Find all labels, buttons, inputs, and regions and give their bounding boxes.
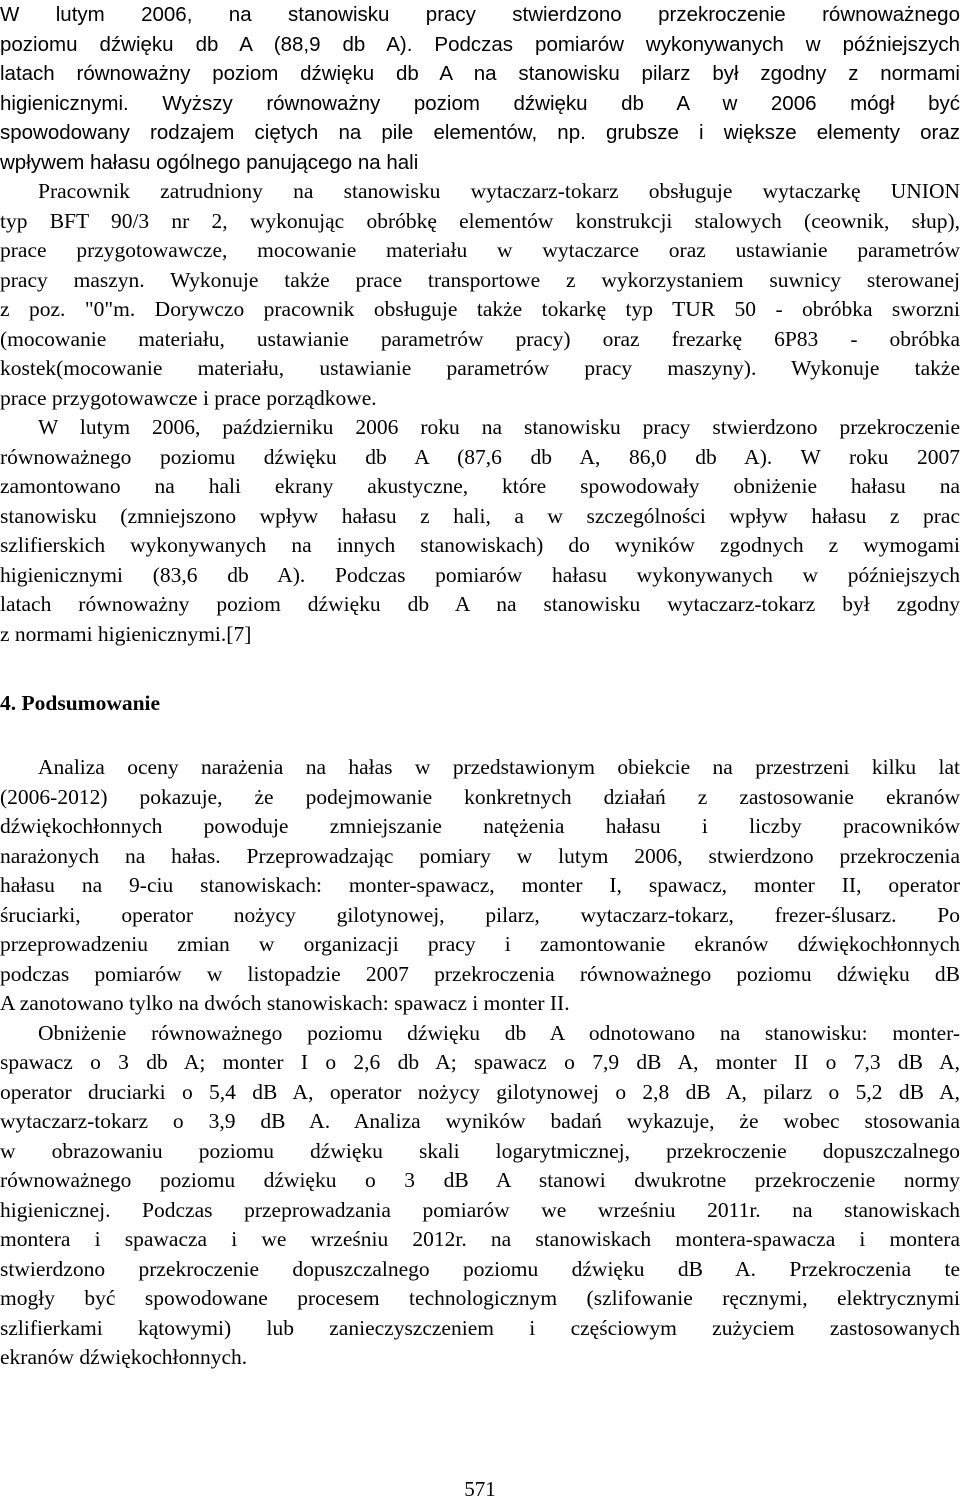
text-line: Pracownik zatrudniony na stanowisku wytaczarz-tokarz obsługuje wytaczarkę UNION	[38, 179, 960, 203]
text-line: Analiza oceny narażenia na hałas w przedstawionym obiekcie na przestrzeni kilku lat	[38, 755, 960, 779]
text-line: stanowisku (zmniejszono wpływ hałasu z hali, a w szczególności wpływ hałasu z prac	[0, 503, 960, 528]
text-line: hałasu na 9-ciu stanowiskach: monter-spawacz, monter I, spawacz, monter II, operator	[0, 873, 960, 897]
text-line: W lutym 2006, na stanowisku pracy stwierdzono przekroczenie równoważnego	[0, 3, 960, 26]
text-line: szlifierskich wykonywanych na innych stanowiskach) do wyników zgodnych z wymogami	[0, 533, 960, 557]
section-heading: 4. Podsumowanie	[0, 691, 161, 715]
text-line: typ BFT 90/3 nr 2, wykonując obróbkę elementów konstrukcji stalowych (ceownik, słup),	[0, 208, 960, 233]
text-line: szlifierkami kątowymi) lub zanieczyszczeniem i częściowym zużyciem zastosowanych	[0, 1315, 960, 1340]
text-line: latach równoważny poziom dźwięku db A na stanowisku wytaczarz-tokarz był zgodny	[0, 592, 960, 616]
text-line: podczas pomiarów w listopadzie 2007 przekroczenia równoważnego poziomu dźwięku dB	[0, 961, 960, 986]
text-line: montera i spawacza i we wrześniu 2012r. na stanowiskach montera-spawacza i montera	[0, 1227, 960, 1251]
paragraph-pilarz	[0, 0, 960, 177]
text-line: dźwiękochłonnych powoduje zmniejszanie natężenia hałasu i liczby pracowników	[0, 814, 960, 838]
text-line: zamontowano na hali ekrany akustyczne, które spowodowały obniżenie hałasu na	[0, 474, 960, 498]
text-line: A zanotowano tylko na dwóch stanowiskach: spawacz i monter II.	[0, 991, 570, 1015]
text-line: śruciarki, operator nożycy gilotynowej, pilarz, wytaczarz-tokarz, frezer-ślusarz. Po	[0, 902, 960, 927]
text-line: poziomu dźwięku db A (88,9 db A). Podczas pomiarów wykonywanych w późniejszych	[0, 32, 960, 56]
text-line: prace przygotowawcze i prace porządkowe.	[0, 385, 377, 410]
text-line: narażonych na hałas. Przeprowadzając pomiary w lutym 2006, stwierdzono przekroczenia	[0, 843, 960, 868]
text-line: pracy maszyn. Wykonuje także prace transportowe z wykorzystaniem suwnicy sterowanej	[0, 267, 960, 292]
text-line: ekranów dźwiękochłonnych.	[0, 1345, 248, 1369]
text-line: z normami higienicznymi.[7]	[0, 621, 252, 646]
text-line: latach równoważny poziom dźwięku db A na stanowisku pilarz był zgodny z normami	[0, 62, 960, 85]
text-line: Obniżenie równoważnego poziomu dźwięku db A odnotowano na stanowisku: monter-	[38, 1020, 960, 1045]
text-line: higienicznymi (83,6 db A). Podczas pomiarów hałasu wykonywanych w późniejszych	[0, 562, 960, 587]
text-line: (mocowanie materiału, ustawianie parametrów pracy) oraz frezarkę 6P83 - obróbka	[0, 326, 960, 351]
text-line: spowodowany rodzajem ciętych na pile elementów, np. grubsze i większe elementy oraz	[0, 121, 960, 144]
text-line: kostek(mocowanie materiału, ustawianie parametrów pracy maszyny). Wykonuje także	[0, 356, 960, 380]
text-line: równoważnego poziomu dźwięku o 3 dB A stanowi dwukrotne przekroczenie normy	[0, 1168, 960, 1192]
text-line: w obrazowaniu poziomu dźwięku skali logarytmicznej, przekroczenie dopuszczalnego	[0, 1138, 960, 1163]
text-line: operator druciarki o 5,4 dB A, operator nożycy gilotynowej o 2,8 dB A, pilarz o 5,2 dB A,	[0, 1079, 960, 1104]
paragraph-summary	[0, 753, 960, 1373]
text-line: spawacz o 3 db A; monter I o 2,6 db A; spawacz o 7,9 dB A, monter II o 7,3 dB A,	[0, 1050, 960, 1074]
page-number: 571	[464, 1477, 496, 1501]
text-line: równoważnego poziomu dźwięku db A (87,6 db A, 86,0 db A). W roku 2007	[0, 444, 960, 469]
text-line: z poz. "0"m. Dorywczo pracownik obsługuje także tokarkę typ TUR 50 - obróbka sworzni	[0, 297, 960, 321]
text-line: W lutym 2006, październiku 2006 roku na stanowisku pracy stwierdzono przekroczenie	[38, 415, 960, 439]
text-line: wytaczarz-tokarz o 3,9 dB A. Analiza wyników badań wykazuje, że wobec stosowania	[0, 1109, 960, 1133]
text-line: stwierdzono przekroczenie dopuszczalnego poziomu dźwięku dB A. Przekroczenia te	[0, 1256, 960, 1281]
text-line: przeprowadzeniu zmian w organizacji pracy i zamontowanie ekranów dźwiękochłonnych	[0, 932, 960, 956]
text-line: prace przygotowawcze, mocowanie materiału w wytaczarce oraz ustawianie parametrów	[0, 238, 960, 262]
text-line: (2006-2012) pokazuje, że podejmowanie konkretnych działań z zastosowanie ekranów	[0, 784, 960, 809]
text-line: mogły być spowodowane procesem technologicznym (szlifowanie ręcznymi, elektrycznymi	[0, 1286, 960, 1310]
text-line: higienicznej. Podczas przeprowadzania pomiarów we wrześniu 2011r. na stanowiskach	[0, 1197, 960, 1222]
text-line: higienicznymi. Wyższy równoważny poziom dźwięku db A w 2006 mógł być	[0, 91, 960, 115]
text-line: wpływem hałasu ogólnego panującego na hali	[0, 150, 419, 174]
paragraph-wytaczarz-tokarz	[0, 177, 960, 649]
